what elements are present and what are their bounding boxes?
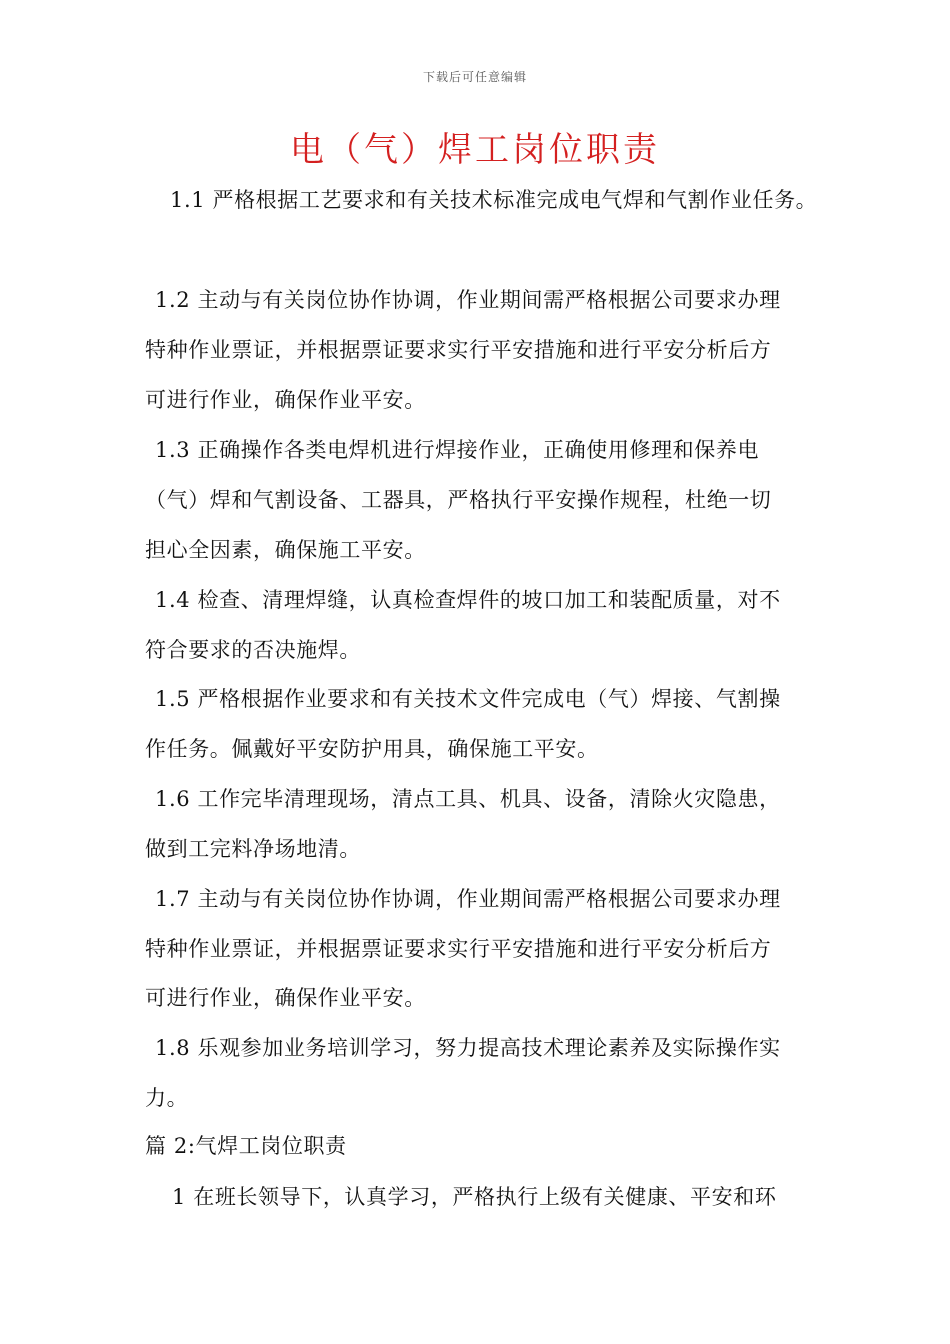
document-title: 电（气）焊工岗位职责	[290, 130, 660, 170]
paragraph-line: 担心全因素，确保施工平安。	[145, 538, 426, 562]
paragraph-line: 1.3 正确操作各类电焊机进行焊接作业，正确使用修理和保养电	[155, 438, 760, 462]
paragraph-line: 特种作业票证，并根据票证要求实行平安措施和进行平安分析后方	[145, 937, 772, 961]
paragraph-line: 1.4 检查、清理焊缝，认真检查焊件的坡口加工和装配质量，对不	[155, 588, 781, 612]
paragraph-line: 1.2 主动与有关岗位协作协调，作业期间需严格根据公司要求办理	[155, 288, 781, 312]
paragraph-line: 可进行作业，确保作业平安。	[145, 986, 426, 1010]
paragraph-line: 特种作业票证，并根据票证要求实行平安措施和进行平安分析后方	[145, 338, 772, 362]
paragraph-line: 可进行作业，确保作业平安。	[145, 388, 426, 412]
paragraph-line: 做到工完料净场地清。	[145, 837, 361, 861]
paragraph-line: 作任务。佩戴好平安防护用具，确保施工平安。	[145, 737, 599, 761]
paragraph-line: 符合要求的否决施焊。	[145, 638, 361, 662]
section-heading: 篇 2:气焊工岗位职责	[145, 1134, 347, 1158]
header-note: 下载后可任意编辑	[422, 70, 527, 84]
paragraph-line: （气）焊和气割设备、工器具，严格执行平安操作规程，杜绝一切	[145, 488, 772, 512]
paragraph-line: 1.8 乐观参加业务培训学习，努力提高技术理论素养及实际操作实	[155, 1036, 781, 1060]
paragraph-line: 1.7 主动与有关岗位协作协调，作业期间需严格根据公司要求办理	[155, 887, 781, 911]
paragraph-line: 1.5 严格根据作业要求和有关技术文件完成电（气）焊接、气割操	[155, 687, 781, 711]
paragraph-line: 1 在班长领导下，认真学习，严格执行上级有关健康、平安和环	[172, 1185, 777, 1209]
paragraph-line: 1.6 工作完毕清理现场，清点工具、机具、设备，清除火灾隐患，	[155, 787, 781, 811]
paragraph-line: 1.1 严格根据工艺要求和有关技术标准完成电气焊和气割作业任务。	[170, 188, 818, 212]
paragraph-line: 力。	[145, 1086, 189, 1110]
